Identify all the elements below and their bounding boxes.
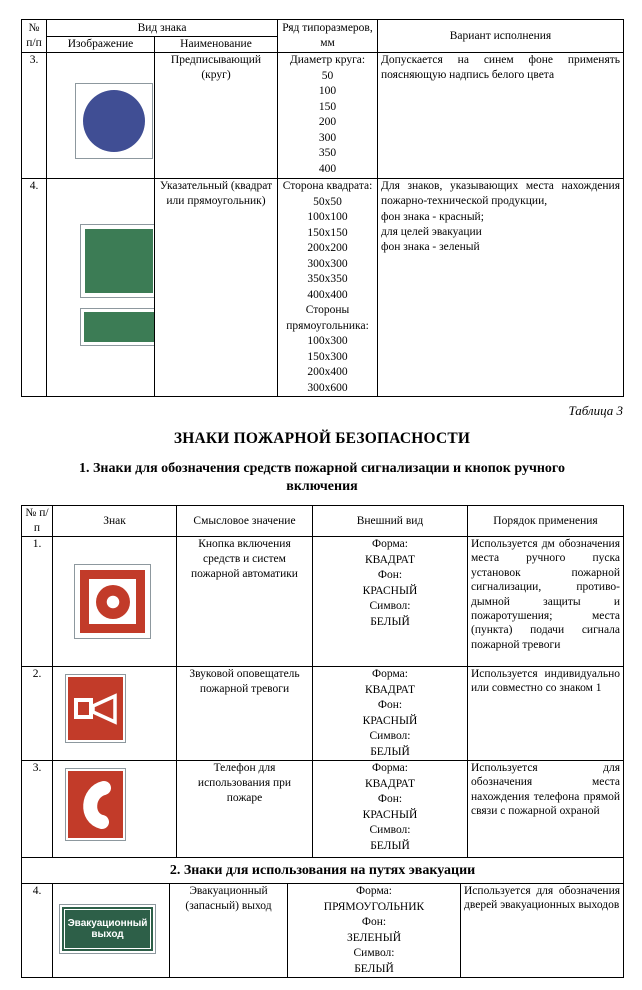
text-line: КВАДРАТ bbox=[364, 777, 415, 790]
t3-row4-meaning: Эвакуационный (запасный) выход bbox=[170, 884, 288, 978]
text-line: 300 bbox=[318, 131, 337, 144]
evacuation-exit-sign bbox=[59, 904, 156, 954]
t2-header-appearance: Внешний вид bbox=[313, 506, 468, 537]
t2-row2-sign-cell bbox=[53, 667, 177, 761]
text-line: 300х600 bbox=[307, 381, 348, 394]
t1-row4-image-cell bbox=[47, 179, 155, 397]
t2-row3-appearance bbox=[313, 761, 468, 858]
page-title: ЗНАКИ ПОЖАРНОЙ БЕЗОПАСНОСТИ bbox=[173, 430, 471, 447]
table-row bbox=[22, 667, 624, 761]
document-page bbox=[21, 19, 623, 978]
text-line: 200х400 bbox=[307, 366, 348, 378]
t1-header-kind: Вид знака bbox=[47, 20, 278, 37]
text-line: 50 bbox=[321, 69, 334, 82]
t2-row1-usage: Используется дм обозначения места ручного пуска установок пожарной сигнализации, противо-дымной защиты и пожаротушения; места (пункта) подачи сигнала пожарной тревоги bbox=[468, 537, 624, 667]
text-line: фон знака - красный; bbox=[381, 210, 484, 223]
t3-row4-usage: Используется для обозначения дверей эвакуационных выходов bbox=[461, 884, 624, 978]
indicative-square-sign bbox=[80, 224, 155, 298]
t1-header-num: № п/п bbox=[22, 20, 47, 53]
t3-row4-num: 4. bbox=[22, 884, 53, 978]
table-evacuation-signs bbox=[21, 857, 624, 978]
t2-row2-meaning: Звуковой оповещатель пожарной тревоги bbox=[177, 667, 313, 761]
red-plate bbox=[68, 677, 123, 740]
table-row bbox=[22, 179, 624, 397]
t1-row4-variant bbox=[378, 179, 624, 397]
text-line: 150х300 bbox=[307, 350, 348, 363]
green-rectangle-icon bbox=[84, 312, 154, 342]
text-line: Символ: bbox=[353, 947, 395, 959]
text-line: для целей эвакуации bbox=[381, 225, 482, 238]
t1-row4-name: Указательный (квадрат или прямоугольник) bbox=[155, 179, 278, 397]
text-line: 100 bbox=[318, 85, 337, 97]
section-2-heading: 2. Знаки для использования на путях эвакуации bbox=[22, 858, 624, 884]
t1-row3-sizes bbox=[278, 53, 378, 179]
t1-header-image: Изображение bbox=[47, 37, 155, 53]
text-line: фон знака - зеленый bbox=[381, 241, 480, 254]
evacuation-exit-sign-icon bbox=[62, 907, 153, 951]
text-line: Фон: bbox=[377, 699, 403, 711]
t2-row1-sign-cell bbox=[53, 537, 177, 667]
text-line: ПРЯМОУГОЛЬНИК bbox=[323, 900, 425, 913]
t2-row1-appearance bbox=[313, 537, 468, 667]
t2-header-usage: Порядок применения bbox=[468, 506, 624, 537]
t1-row3-num: 3. bbox=[22, 53, 47, 179]
text-line: Фон: bbox=[377, 569, 403, 581]
t2-header-num: № п/п bbox=[22, 506, 53, 537]
green-square-icon bbox=[85, 229, 153, 293]
text-line: Диаметр круга: bbox=[289, 54, 366, 66]
t3-row4-appearance bbox=[288, 884, 461, 978]
text-line: Стороны прямоугольника: bbox=[286, 304, 369, 332]
text-line: БЕЛЫЙ bbox=[354, 962, 394, 975]
text-line: КРАСНЫЙ bbox=[362, 714, 418, 727]
telephone-handset-icon bbox=[75, 778, 117, 832]
table-fire-alarm-signs bbox=[21, 505, 624, 858]
table-row bbox=[22, 53, 624, 179]
text-line: 400 bbox=[318, 162, 337, 175]
text-line: 400х400 bbox=[307, 288, 348, 301]
section-1-heading: 1. Знаки для обозначения средств пожарной сигнализации и кнопок ручного включения bbox=[79, 461, 565, 494]
t1-row4-variant-lines bbox=[381, 210, 620, 256]
text-line: Форма: bbox=[372, 538, 408, 550]
t2-header-meaning: Смысловое значение bbox=[177, 506, 313, 537]
t2-row1-num: 1. bbox=[22, 537, 53, 667]
text-line: 200 bbox=[318, 116, 337, 128]
blue-circle-icon bbox=[83, 90, 145, 152]
t1-header-name: Наименование bbox=[155, 37, 278, 53]
table-caption: Таблица 3 bbox=[568, 403, 623, 418]
text-line: ЗЕЛЕНЫЙ bbox=[346, 931, 402, 944]
mandatory-circle-sign bbox=[75, 83, 153, 159]
fire-sounder-horn-icon bbox=[73, 689, 119, 729]
text-line: Фон: bbox=[361, 916, 387, 928]
t2-row3-meaning: Телефон для использования при пожаре bbox=[177, 761, 313, 858]
text-line: Сторона квадрата: bbox=[282, 180, 373, 192]
table-row bbox=[22, 761, 624, 858]
text-line: 100х100 bbox=[307, 211, 348, 223]
text-line: БЕЛЫЙ bbox=[370, 615, 410, 628]
indicative-rectangle-sign bbox=[80, 308, 155, 346]
text-line: Символ: bbox=[369, 824, 411, 836]
t1-header-sizes: Ряд типоразмеров, мм bbox=[278, 20, 378, 53]
text-line: БЕЛЫЙ bbox=[370, 745, 410, 758]
text-line: Символ: bbox=[369, 600, 411, 612]
text-line: 100х300 bbox=[307, 335, 348, 347]
text-line: КВАДРАТ bbox=[364, 683, 415, 696]
t2-row2-usage: Используется индивидуально или совместно со знаком 1 bbox=[468, 667, 624, 761]
text-line: Форма: bbox=[356, 885, 392, 897]
t1-row3-variant: Допускается на синем фоне применять поясняющую надпись белого цвета bbox=[378, 53, 624, 179]
text-line: Форма: bbox=[372, 668, 408, 680]
table-row bbox=[22, 537, 624, 667]
fire-sounder-sign bbox=[65, 674, 126, 743]
text-line: Форма: bbox=[372, 762, 408, 774]
text-line: КРАСНЫЙ bbox=[362, 584, 418, 597]
table-sign-size-ranges bbox=[21, 19, 624, 397]
text-line: 200х200 bbox=[307, 242, 348, 254]
text-line: Символ: bbox=[369, 730, 411, 742]
t1-row4-variant-main: Для знаков, указывающих места нахождения пожарно-технической продукции, bbox=[381, 180, 620, 208]
red-plate bbox=[68, 771, 123, 838]
t1-row4-sizes bbox=[278, 179, 378, 397]
t3-row4-sign-cell bbox=[53, 884, 170, 978]
text-line: 150х150 bbox=[307, 226, 348, 239]
evacuation-sign-label: Эвакуационный выход bbox=[67, 918, 148, 940]
t2-header-sign: Знак bbox=[53, 506, 177, 537]
t1-header-variant: Вариант исполнения bbox=[378, 20, 624, 53]
t2-row3-usage: Используется для обозначения места нахождения телефона прямой связи с пожарной охраной bbox=[468, 761, 624, 858]
text-line: 150 bbox=[318, 100, 337, 113]
t2-row3-sign-cell bbox=[53, 761, 177, 858]
text-line: 50х50 bbox=[313, 195, 342, 208]
table-row bbox=[22, 884, 624, 978]
text-line: 300х300 bbox=[307, 257, 348, 270]
t2-row2-num: 2. bbox=[22, 667, 53, 761]
text-line: КРАСНЫЙ bbox=[362, 808, 418, 821]
text-line: 350 bbox=[318, 147, 337, 159]
text-line: Фон: bbox=[377, 793, 403, 805]
t1-row3-image-cell bbox=[47, 53, 155, 179]
red-square-ring-icon bbox=[80, 570, 145, 633]
t1-row3-name: Предписывающий (круг) bbox=[155, 53, 278, 179]
fire-alarm-button-sign bbox=[74, 564, 151, 639]
t2-row3-num: 3. bbox=[22, 761, 53, 858]
t1-row4-num: 4. bbox=[22, 179, 47, 397]
fire-telephone-sign bbox=[65, 768, 126, 841]
text-line: КВАДРАТ bbox=[364, 553, 415, 566]
t2-row1-meaning: Кнопка включения средств и систем пожарной автоматики bbox=[177, 537, 313, 667]
fire-alarm-button-icon bbox=[96, 585, 130, 619]
text-line: 350х350 bbox=[307, 273, 348, 285]
text-line: БЕЛЫЙ bbox=[370, 839, 410, 852]
t2-row2-appearance bbox=[313, 667, 468, 761]
